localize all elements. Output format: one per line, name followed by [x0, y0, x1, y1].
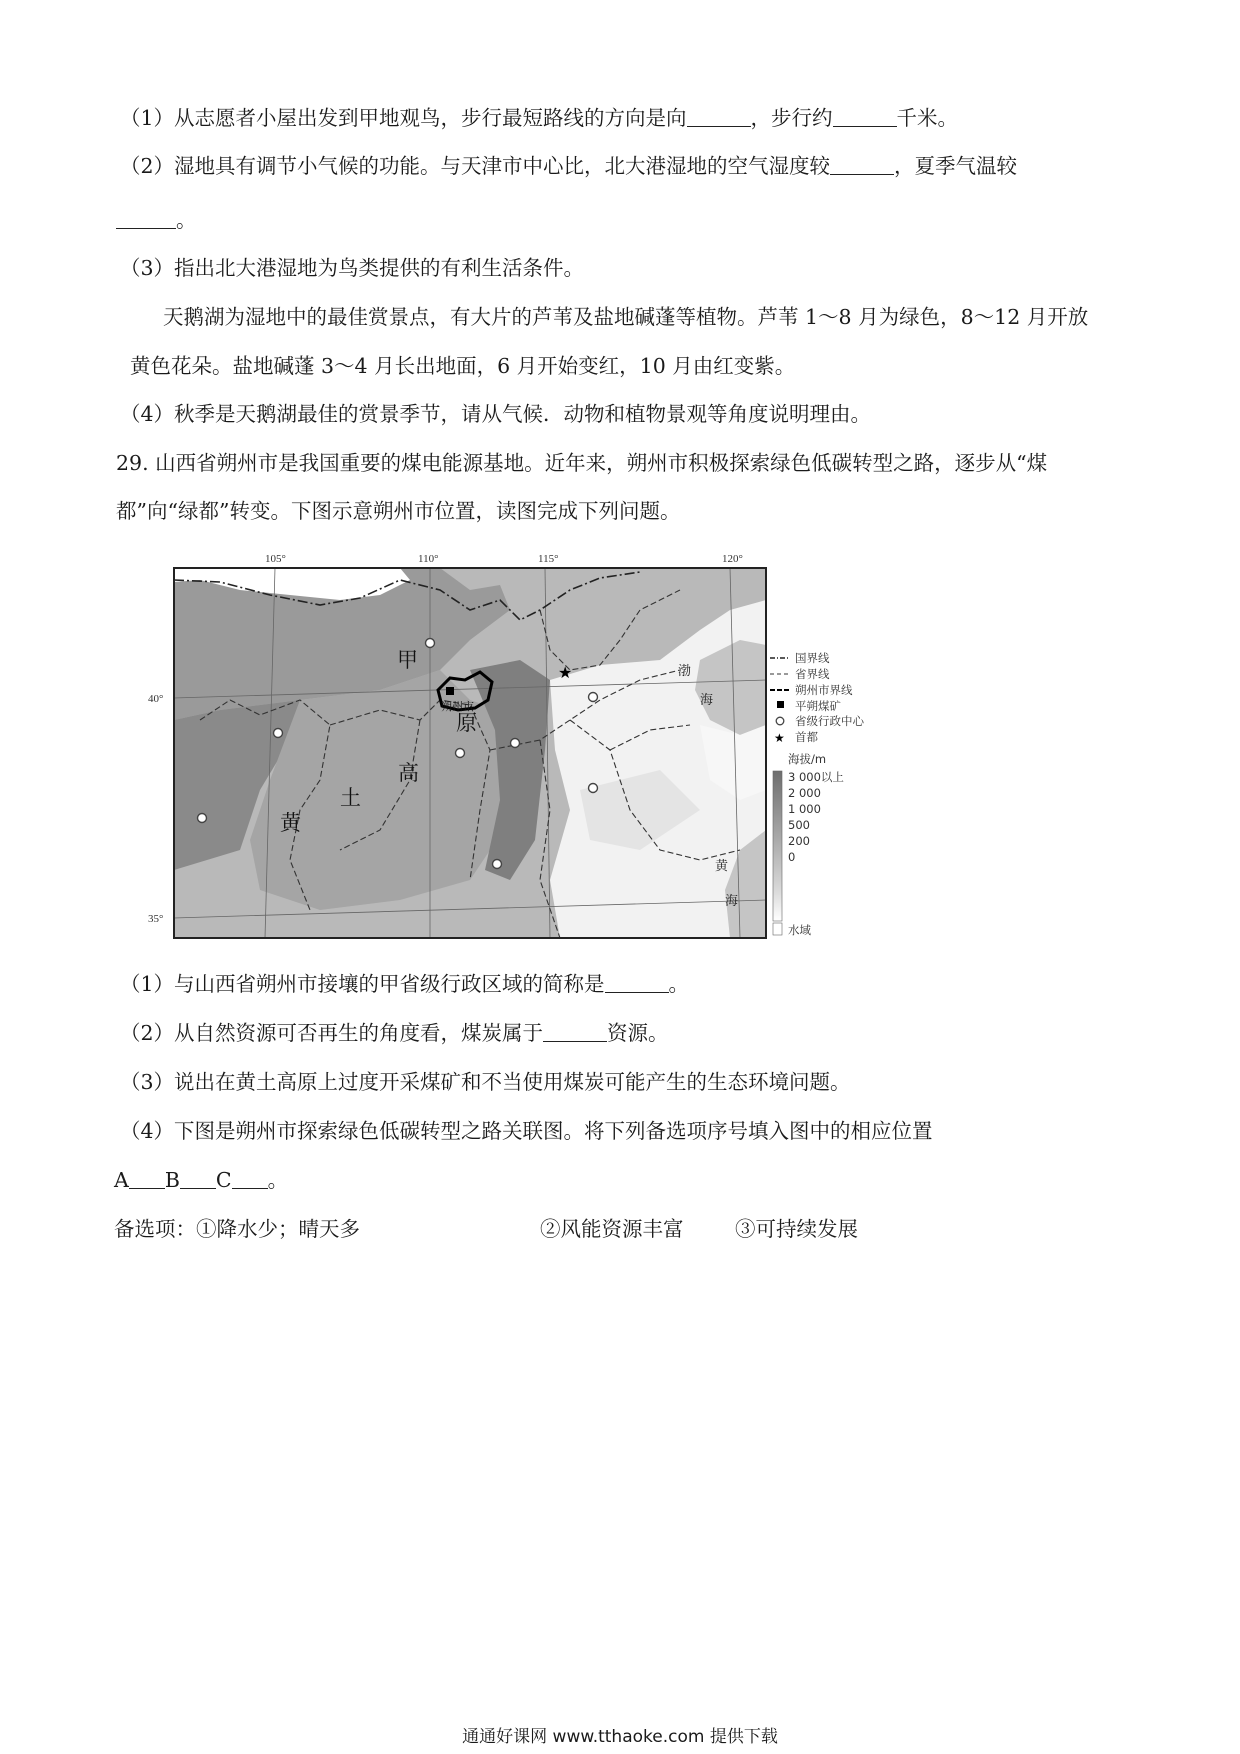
option-3-line — [735, 1215, 858, 1243]
label-bo: 渤 — [678, 664, 692, 679]
label-gao: 高 — [398, 761, 419, 785]
provincial-center-marker — [198, 814, 207, 823]
answer-blank-temperature[interactable] — [116, 206, 176, 229]
answer-blank-humidity[interactable] — [830, 152, 894, 175]
answer-blank-a[interactable] — [129, 1166, 165, 1189]
lon-label-110: 110° — [418, 553, 439, 565]
legend-elev-0: 0 — [788, 850, 796, 864]
lon-label-115: 115° — [538, 553, 559, 565]
answer-blank-resource-type[interactable] — [543, 1019, 607, 1042]
label-shuozhou-city: 朔州市 — [441, 700, 474, 713]
q29-abc-blanks: A B C 。 — [114, 1168, 289, 1192]
legend-elev-200: 200 — [788, 834, 810, 848]
capital-star-icon: ★ — [558, 663, 573, 682]
q28-part3: （3）指出北大港湿地为鸟类提供的有利生活条件。 — [120, 256, 585, 280]
label-hai2: 海 — [725, 894, 739, 909]
option-2: ②风能资源丰富 — [540, 1217, 684, 1241]
map-legend — [770, 651, 864, 937]
label-jia: 甲 — [397, 648, 418, 672]
options-label: 备选项： — [114, 1217, 196, 1241]
q28-part2-cont: 。 — [116, 206, 197, 234]
coal-mine-marker — [446, 687, 454, 695]
legend-elev-2000: 2 000 — [788, 786, 821, 800]
legend-elev-3000: 3 000以上 — [788, 770, 844, 784]
provincial-center-marker — [589, 693, 598, 702]
legend-city-border: 朔州市界线 — [795, 683, 853, 697]
legend-elevation-title: 海拔/m — [788, 752, 827, 766]
lat-label-40: 40° — [148, 693, 164, 705]
legend-national-border: 国界线 — [795, 651, 830, 665]
lon-label-120: 120° — [722, 553, 743, 565]
lon-label-105: 105° — [265, 553, 286, 565]
q29-intro-line1: 29. 山西省朔州市是我国重要的煤电能源基地。近年来，朔州市积极探索绿色低碳转型之路，逐步从“煤 — [116, 451, 1048, 475]
legend-coal-mine: 平朔煤矿 — [795, 699, 841, 713]
answer-blank-b[interactable] — [180, 1166, 216, 1189]
provincial-center-marker — [274, 729, 283, 738]
q29-part2: （2）从自然资源可否再生的角度看，煤炭属于 资源。 — [120, 1021, 669, 1045]
q29-intro-line2: 都”向“绿都”转变。下图示意朔州市位置，读图完成下列问题。 — [116, 499, 681, 523]
q28-paragraph-line2: 黄色花朵。盐地碱蓬 3～4 月长出地面，6 月开始变红，10 月由红变紫。 — [130, 354, 796, 378]
label-yellow: 黄 — [715, 859, 729, 874]
legend-provincial-center: 省级行政中心 — [795, 714, 864, 728]
label-hai1: 海 — [700, 693, 714, 708]
q28-part2: （2）湿地具有调节小气候的功能。与天津市中心比，北大港湿地的空气湿度较 ，夏季气温较 — [120, 154, 1018, 178]
q28-part1: （1）从志愿者小屋出发到甲地观鸟，步行最短路线的方向是向 ，步行约 千米。 — [120, 106, 959, 130]
q29-part1: （1）与山西省朔州市接壤的甲省级行政区域的简称是 。 — [120, 972, 690, 996]
label-tu: 土 — [340, 786, 361, 810]
shuozhou-location-map — [140, 550, 980, 945]
legend-capital-icon: ★ — [774, 731, 785, 745]
option-2-line — [540, 1215, 684, 1243]
answer-blank-c[interactable] — [232, 1166, 268, 1189]
provincial-center-marker — [589, 784, 598, 793]
provincial-center-marker — [511, 739, 520, 748]
label-huang: 黄 — [280, 811, 301, 835]
answer-blank-abbreviation[interactable] — [605, 970, 669, 993]
q28-part4: （4）秋季是天鹅湖最佳的赏景季节，请从气候．动物和植物景观等角度说明理由。 — [120, 402, 872, 426]
provincial-center-marker — [426, 639, 435, 648]
q29-part4: （4）下图是朔州市探索绿色低碳转型之路关联图。将下列备选项序号填入图中的相应位置 — [120, 1119, 933, 1143]
provincial-center-marker — [456, 749, 465, 758]
map-frame — [174, 568, 766, 938]
q29-options — [114, 1215, 360, 1243]
option-3: ③可持续发展 — [735, 1217, 858, 1241]
q29-part3: （3）说出在黄土高原上过度开采煤矿和不当使用煤炭可能产生的生态环境问题。 — [120, 1070, 851, 1094]
label-yuan: 原 — [456, 711, 477, 735]
lat-label-35: 35° — [148, 913, 164, 925]
provincial-center-marker — [493, 860, 502, 869]
legend-elev-1000: 1 000 — [788, 802, 821, 816]
legend-capital: 首都 — [795, 730, 818, 744]
legend-provincial-border: 省界线 — [795, 667, 830, 681]
legend-water: 水域 — [788, 923, 811, 937]
option-1: ①降水少；晴天多 — [196, 1217, 360, 1241]
answer-blank-distance[interactable] — [833, 104, 897, 127]
q28-paragraph-line1: 天鹅湖为湿地中的最佳赏景点，有大片的芦苇及盐地碱蓬等植物。芦苇 1～8 月为绿色，8～12 月开放 — [163, 305, 1089, 329]
answer-blank-direction[interactable] — [687, 104, 751, 127]
page-footer: 通通好课网 www.tthaoke.com 提供下载 — [462, 1727, 778, 1747]
legend-elev-500: 500 — [788, 818, 810, 832]
